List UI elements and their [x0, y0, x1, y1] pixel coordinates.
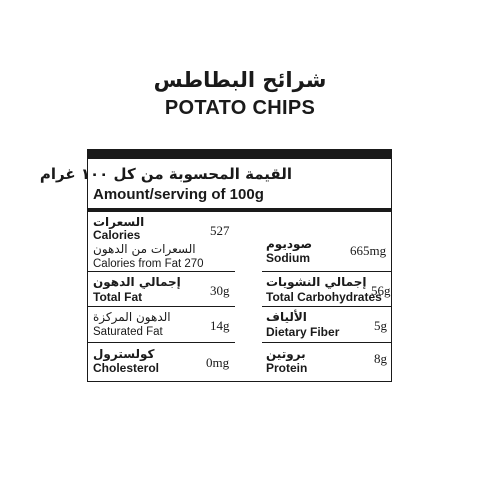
total-fat-value: 30g: [210, 283, 230, 298]
calories-value: 527: [210, 223, 230, 238]
protein-label-arabic: بروتين: [266, 347, 306, 361]
dietary-fiber-label-arabic: الألياف: [266, 310, 307, 324]
total-carbohydrates-label: Total Carbohydrates: [266, 290, 382, 304]
calories-label: Calories: [93, 228, 141, 242]
serving-header-english: Amount/serving of 100g: [93, 186, 264, 203]
calories-from-fat-label: Calories from Fat 270: [93, 258, 204, 270]
row-divider: [87, 306, 235, 307]
sodium-label-arabic: صوديوم: [266, 237, 313, 251]
row-divider: [262, 306, 392, 307]
header-divider: [87, 208, 392, 212]
protein-value: 8g: [374, 351, 387, 366]
sodium-value: 665mg: [350, 243, 387, 258]
total-carbohydrates-label-arabic: إجمالي النشويات: [266, 275, 367, 289]
total-carbohydrates-value: 56g: [371, 283, 391, 298]
product-title-arabic: شرائح البطاطس: [153, 68, 327, 92]
row-divider: [87, 271, 235, 272]
cholesterol-label: Cholesterol: [93, 361, 160, 375]
product-title-english: POTATO CHIPS: [164, 97, 316, 119]
cholesterol-value: 0mg: [206, 355, 230, 370]
saturated-fat-value: 14g: [210, 318, 230, 333]
saturated-fat-label-arabic: الدهون المركزة: [93, 310, 171, 324]
row-divider: [87, 342, 235, 343]
row-divider: [262, 342, 392, 343]
dietary-fiber-label: Dietary Fiber: [266, 325, 340, 339]
sodium-label: Sodium: [266, 251, 310, 265]
saturated-fat-label: Saturated Fat: [93, 326, 163, 338]
total-fat-label: Total Fat: [93, 290, 143, 304]
cholesterol-label-arabic: كولسترول: [93, 347, 155, 361]
serving-header-arabic: القيمة المحسوبة من كل ١٠٠ غرام: [39, 165, 292, 183]
calories-label-arabic: السعرات: [93, 215, 145, 229]
row-divider: [262, 271, 392, 272]
calories-from-fat-label-arabic: السعرات من الدهون: [93, 242, 196, 256]
dietary-fiber-value: 5g: [374, 318, 387, 333]
total-fat-label-arabic: إجمالي الدهون: [93, 275, 181, 289]
protein-label: Protein: [266, 361, 308, 375]
panel-top-bar: [88, 150, 391, 159]
